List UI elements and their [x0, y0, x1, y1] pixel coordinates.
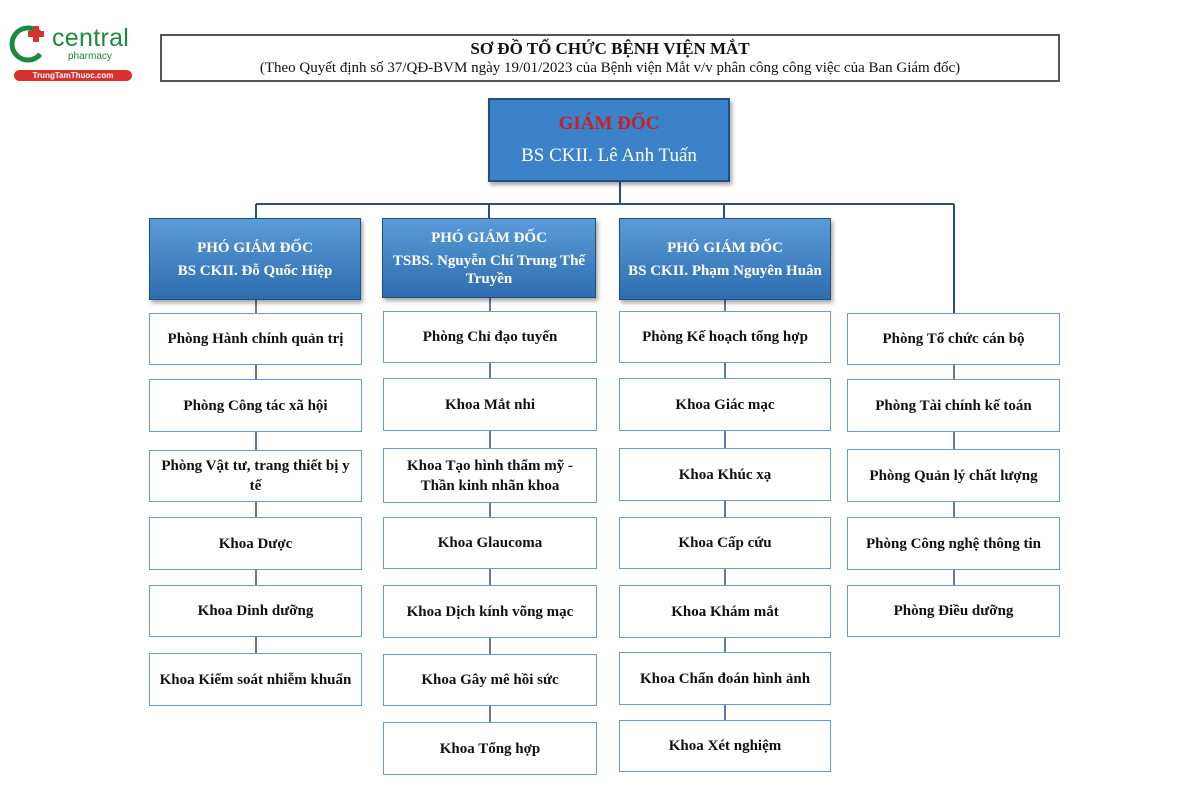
department-label: Khoa Cấp cứu: [678, 535, 772, 551]
deputy-name: BS CKII. Phạm Nguyên Huân: [628, 263, 822, 279]
department-box: [619, 378, 831, 431]
department-label: Phòng Kế hoạch tổng hợp: [642, 329, 808, 345]
director-name: BS CKII. Lê Anh Tuấn: [521, 145, 697, 166]
department-box: [383, 448, 597, 503]
department-label: Khoa Chẩn đoán hình ảnh: [639, 670, 811, 687]
director-box: [488, 98, 730, 182]
chart-title: SƠ ĐỒ TỔ CHỨC BỆNH VIỆN MẮT: [470, 39, 750, 58]
department-box: [619, 448, 831, 501]
department-box: [847, 449, 1060, 502]
department-box: [383, 585, 597, 638]
department-box: [149, 313, 362, 365]
department-label: Khoa Giác mạc: [675, 396, 775, 413]
deputy-name: BS CKII. Đỗ Quốc Hiệp: [177, 263, 333, 279]
department-label: Khoa Tổng hợp: [439, 740, 541, 757]
logo-url-badge: TrungTamThuoc.com: [14, 70, 132, 81]
department-label: Phòng Quản lý chất lượng: [869, 467, 1038, 484]
department-box: [619, 720, 831, 772]
department-box: [383, 378, 597, 431]
department-box: [149, 585, 362, 637]
deputy-name: TSBS. Nguyễn Chí Trung Thế Truyền: [392, 253, 586, 287]
department-box: [149, 450, 362, 502]
department-box: [847, 379, 1060, 432]
department-label: Khoa Kiểm soát nhiễm khuẩn: [159, 671, 352, 688]
department-label: Khoa Tạo hình thẩm mỹ - Thần kinh nhãn khoa: [406, 457, 573, 494]
logo-name: central: [52, 24, 130, 52]
department-label: Khoa Khám mắt: [671, 603, 779, 620]
department-label: Phòng Chỉ đạo tuyến: [422, 329, 558, 345]
department-box: [383, 722, 597, 775]
department-label: Khoa Khúc xạ: [678, 466, 772, 483]
department-box: [149, 379, 362, 432]
department-label: Khoa Gây mê hồi sức: [421, 672, 559, 688]
department-box: [619, 311, 831, 363]
department-box: [619, 517, 831, 569]
department-label: Phòng Hành chính quản trị: [167, 331, 344, 347]
department-box: [619, 585, 831, 638]
department-label: Phòng Công tác xã hội: [183, 397, 328, 414]
department-box: [619, 652, 831, 705]
logo-subtitle: pharmacy: [68, 51, 112, 62]
department-label: Phòng Điều dưỡng: [893, 603, 1014, 619]
department-label: Khoa Xét nghiệm: [668, 738, 782, 754]
director-role: GIÁM ĐỐC: [558, 113, 660, 134]
department-label: Khoa Dược: [218, 535, 293, 552]
department-box: [847, 313, 1060, 365]
department-box: [149, 517, 362, 570]
deputy-role: PHÓ GIÁM ĐỐC: [431, 230, 547, 246]
department-label: Khoa Glaucoma: [437, 535, 543, 551]
department-box: [847, 517, 1060, 570]
department-label: Phòng Tài chính kế toán: [875, 397, 1032, 414]
department-label: Phòng Công nghệ thông tin: [865, 535, 1042, 552]
deputy-box: [149, 218, 361, 300]
department-label: Khoa Dinh dưỡng: [197, 603, 314, 619]
chart-subtitle: (Theo Quyết định số 37/QĐ-BVM ngày 19/01/2023 của Bệnh viện Mắt v/v phân công công việc của Ban Giám đốc): [259, 60, 961, 76]
deputy-role: PHÓ GIÁM ĐỐC: [197, 240, 313, 256]
deputy-box: [382, 218, 596, 298]
deputy-role: PHÓ GIÁM ĐỐC: [667, 240, 783, 256]
department-box: [149, 653, 362, 706]
department-box: [383, 517, 597, 569]
department-label: Khoa Dịch kính võng mạc: [406, 603, 574, 620]
department-label: Phòng Vật tư, trang thiết bị y tế: [161, 458, 350, 494]
department-box: [383, 654, 597, 706]
department-label: Phòng Tổ chức cán bộ: [882, 331, 1025, 347]
department-label: Khoa Mắt nhi: [444, 396, 535, 413]
deputy-box: [619, 218, 831, 300]
department-box: [383, 311, 597, 363]
department-box: [847, 585, 1060, 637]
